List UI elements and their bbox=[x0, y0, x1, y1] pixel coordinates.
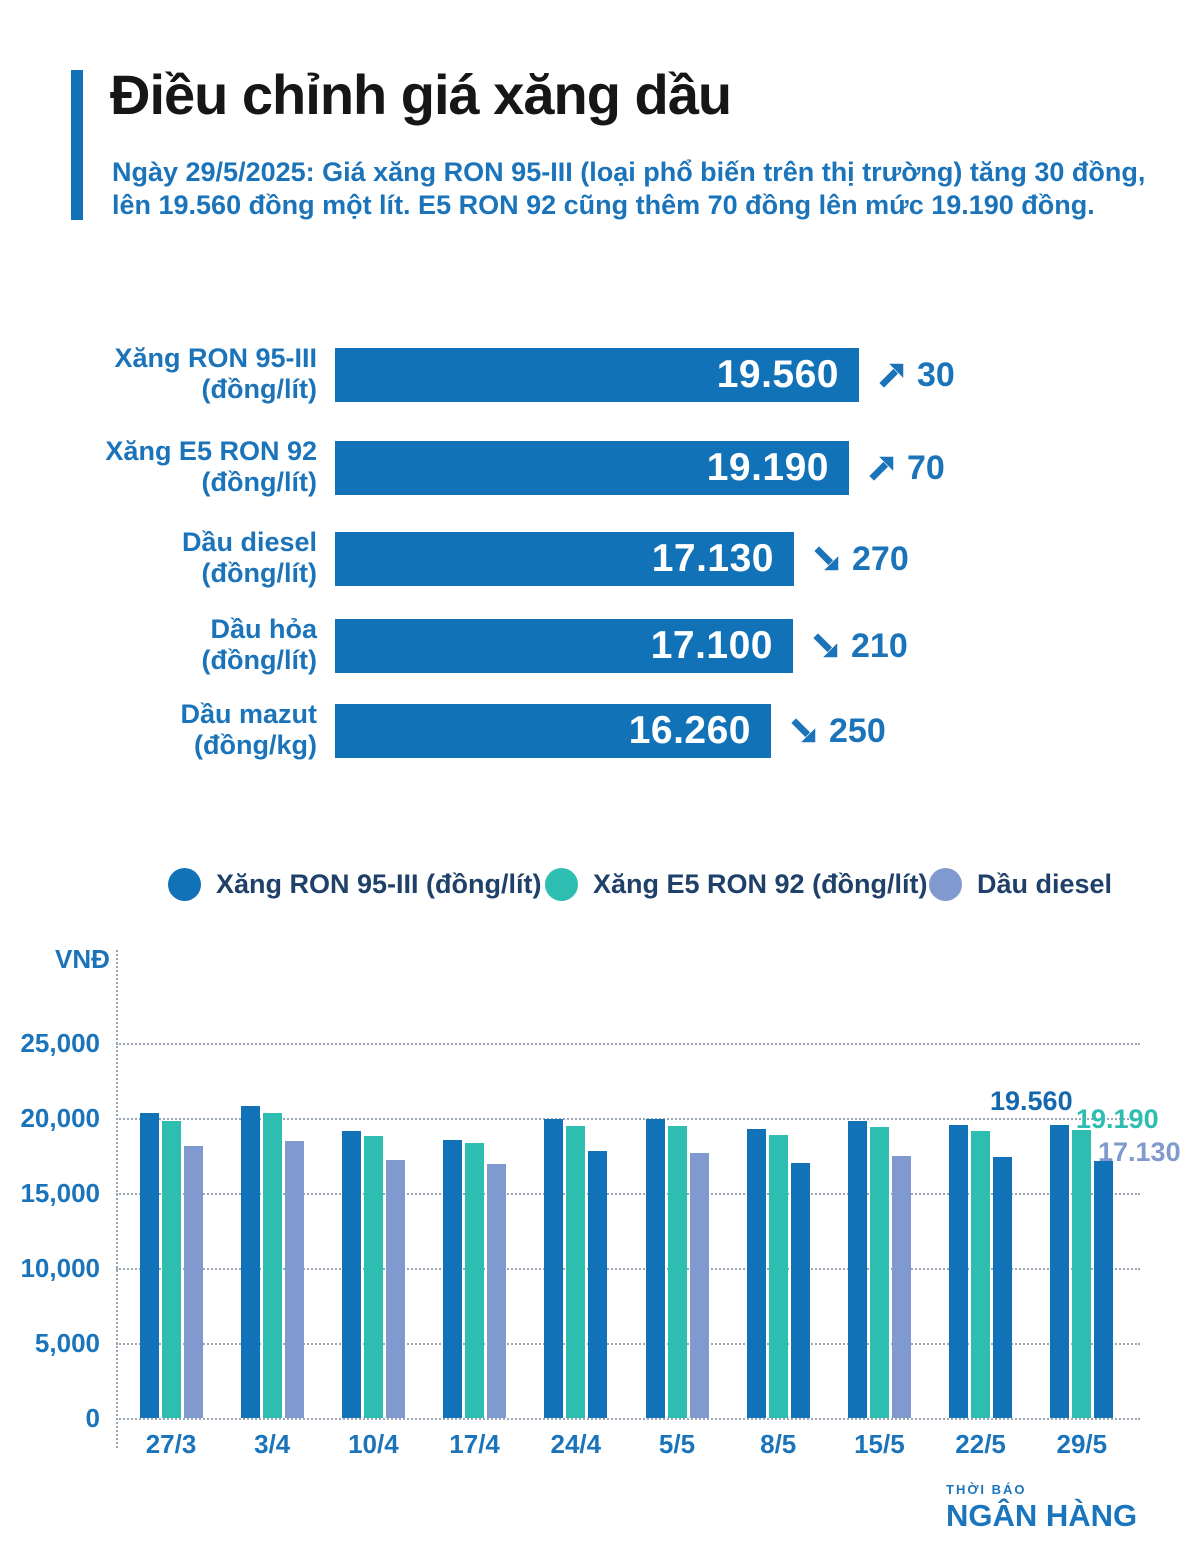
chart-legend bbox=[0, 866, 1200, 906]
price-bar-row bbox=[0, 614, 1200, 675]
x-axis-tick-label: 29/5 bbox=[1056, 1429, 1108, 1459]
legend-label: Xăng RON 95-III (đồng/lít) bbox=[216, 868, 542, 899]
price-change-value: 30 bbox=[917, 355, 955, 394]
legend-label: Xăng E5 RON 92 (đồng/lít) bbox=[593, 868, 928, 899]
logo-line-2: NGÂN HÀNG bbox=[946, 1498, 1138, 1533]
history-bar bbox=[892, 1156, 911, 1418]
y-axis-tick-label: 25,000 bbox=[20, 1028, 100, 1058]
price-change bbox=[812, 532, 909, 586]
history-bar bbox=[285, 1141, 304, 1418]
arrow-down-icon bbox=[789, 716, 819, 746]
legend-item bbox=[168, 866, 542, 902]
x-axis-tick-label: 22/5 bbox=[955, 1429, 1006, 1459]
x-axis-tick-label: 3/4 bbox=[254, 1429, 291, 1459]
history-bar bbox=[848, 1121, 867, 1418]
history-bar bbox=[769, 1135, 788, 1418]
arrow-up-icon bbox=[867, 453, 897, 483]
y-axis-tick-label: 10,000 bbox=[20, 1253, 100, 1283]
history-bar bbox=[668, 1126, 687, 1418]
legend-dot-icon bbox=[168, 868, 201, 901]
arrow-down-icon bbox=[812, 544, 842, 574]
history-bar bbox=[566, 1126, 585, 1418]
price-bar-value: 17.130 bbox=[651, 537, 774, 580]
price-bar bbox=[335, 348, 859, 402]
history-bar bbox=[1094, 1161, 1113, 1418]
price-bar bbox=[335, 704, 771, 758]
legend-dot-icon bbox=[929, 868, 962, 901]
history-bar bbox=[364, 1136, 383, 1418]
price-change bbox=[811, 619, 908, 673]
x-axis-tick-label: 27/3 bbox=[145, 1429, 197, 1459]
legend-item bbox=[545, 866, 928, 902]
x-axis-tick-label: 24/4 bbox=[550, 1429, 602, 1459]
bar-value-annotation: 19.190 bbox=[1076, 1104, 1159, 1134]
fuel-unit: (đồng/lít) bbox=[201, 467, 317, 497]
fuel-name: Dầu diesel bbox=[181, 527, 317, 557]
fuel-unit: (đồng/kg) bbox=[194, 730, 317, 760]
price-bar-row bbox=[0, 436, 1200, 497]
history-bar bbox=[184, 1146, 203, 1418]
history-bar bbox=[443, 1140, 462, 1418]
price-bar-label bbox=[40, 436, 317, 498]
price-bar-value: 19.560 bbox=[716, 353, 839, 396]
x-axis-tick-label: 10/4 bbox=[348, 1429, 399, 1459]
price-bar-row bbox=[0, 699, 1200, 760]
history-bar bbox=[747, 1129, 766, 1418]
price-bar-value: 19.190 bbox=[706, 446, 829, 489]
history-bar bbox=[140, 1113, 159, 1418]
history-bar bbox=[646, 1119, 665, 1418]
price-bar-row bbox=[0, 527, 1200, 588]
history-bar bbox=[544, 1119, 563, 1418]
history-bar bbox=[162, 1121, 181, 1418]
fuel-name: Xăng RON 95-III bbox=[114, 343, 317, 373]
fuel-name: Dầu mazut bbox=[180, 699, 317, 729]
x-axis-tick-label: 8/5 bbox=[760, 1429, 797, 1459]
y-axis-line bbox=[116, 950, 118, 1448]
price-bar-label bbox=[40, 527, 317, 589]
price-bar-label bbox=[40, 614, 317, 676]
subtitle-line-1: Ngày 29/5/2025: Giá xăng RON 95-III (loại phổ biến trên thị trường) tăng 30 đồng, bbox=[112, 157, 1146, 187]
history-bar bbox=[690, 1153, 709, 1418]
history-bar bbox=[1050, 1125, 1069, 1418]
history-bar bbox=[465, 1143, 484, 1418]
history-bar bbox=[487, 1164, 506, 1418]
history-bar bbox=[588, 1151, 607, 1418]
fuel-name: Dầu hỏa bbox=[210, 614, 317, 644]
bar-value-annotation: 17.130 bbox=[1098, 1137, 1181, 1167]
subtitle-line-2: lên 19.560 đồng một lít. E5 RON 92 cũng thêm 70 đồng lên mức 19.190 đồng. bbox=[112, 190, 1095, 220]
x-axis-tick-label: 17/4 bbox=[449, 1429, 500, 1459]
price-change-value: 250 bbox=[829, 711, 886, 750]
y-axis-unit-label: VNĐ bbox=[55, 944, 110, 974]
y-axis-tick-label: 5,000 bbox=[34, 1328, 100, 1358]
publisher-logo bbox=[946, 1482, 1137, 1534]
arrow-up-icon bbox=[877, 360, 907, 390]
price-bar-row bbox=[0, 343, 1200, 404]
price-bar bbox=[335, 619, 793, 673]
logo-line-1: THỜI BÁO bbox=[946, 1482, 1027, 1497]
price-bar bbox=[335, 532, 794, 586]
history-bar bbox=[263, 1113, 282, 1418]
fuel-name: Xăng E5 RON 92 bbox=[105, 436, 317, 466]
legend-label: Dầu diesel bbox=[977, 868, 1113, 899]
price-bar-value: 17.100 bbox=[650, 624, 773, 667]
gridline bbox=[116, 1418, 1140, 1420]
price-bar-value: 16.260 bbox=[628, 709, 751, 752]
legend-item bbox=[929, 866, 1112, 902]
history-bar bbox=[993, 1157, 1012, 1418]
history-bar bbox=[971, 1131, 990, 1418]
history-bar bbox=[1072, 1130, 1091, 1418]
fuel-unit: (đồng/lít) bbox=[201, 558, 317, 588]
y-axis-tick-label: 20,000 bbox=[20, 1103, 100, 1133]
gridline bbox=[116, 1043, 1140, 1045]
price-change-value: 70 bbox=[907, 448, 945, 487]
history-bar bbox=[342, 1131, 361, 1418]
price-change bbox=[877, 348, 955, 402]
price-bar-label bbox=[40, 699, 317, 761]
history-bar-chart bbox=[0, 940, 1200, 1470]
history-bar bbox=[870, 1127, 889, 1418]
x-axis-tick-label: 15/5 bbox=[854, 1429, 905, 1459]
arrow-down-icon bbox=[811, 631, 841, 661]
price-bar-label bbox=[40, 343, 317, 405]
price-change bbox=[789, 704, 886, 758]
legend-dot-icon bbox=[545, 868, 578, 901]
y-axis-tick-label: 0 bbox=[85, 1403, 100, 1433]
history-bar bbox=[791, 1163, 810, 1418]
price-bar bbox=[335, 441, 849, 495]
fuel-unit: (đồng/lít) bbox=[201, 645, 317, 675]
page-title: Điều chỉnh giá xăng dầu bbox=[110, 63, 732, 126]
x-axis-tick-label: 5/5 bbox=[658, 1429, 696, 1459]
history-bar bbox=[949, 1125, 968, 1418]
y-axis-tick-label: 15,000 bbox=[20, 1178, 100, 1208]
page-subtitle bbox=[112, 156, 1145, 222]
bar-value-annotation: 19.560 bbox=[990, 1086, 1073, 1116]
title-accent-bar bbox=[71, 70, 83, 220]
history-bar bbox=[241, 1106, 260, 1418]
price-change-value: 270 bbox=[852, 539, 909, 578]
history-bar bbox=[386, 1160, 405, 1418]
price-change bbox=[867, 441, 945, 495]
price-change-value: 210 bbox=[851, 626, 908, 665]
fuel-unit: (đồng/lít) bbox=[201, 374, 317, 404]
